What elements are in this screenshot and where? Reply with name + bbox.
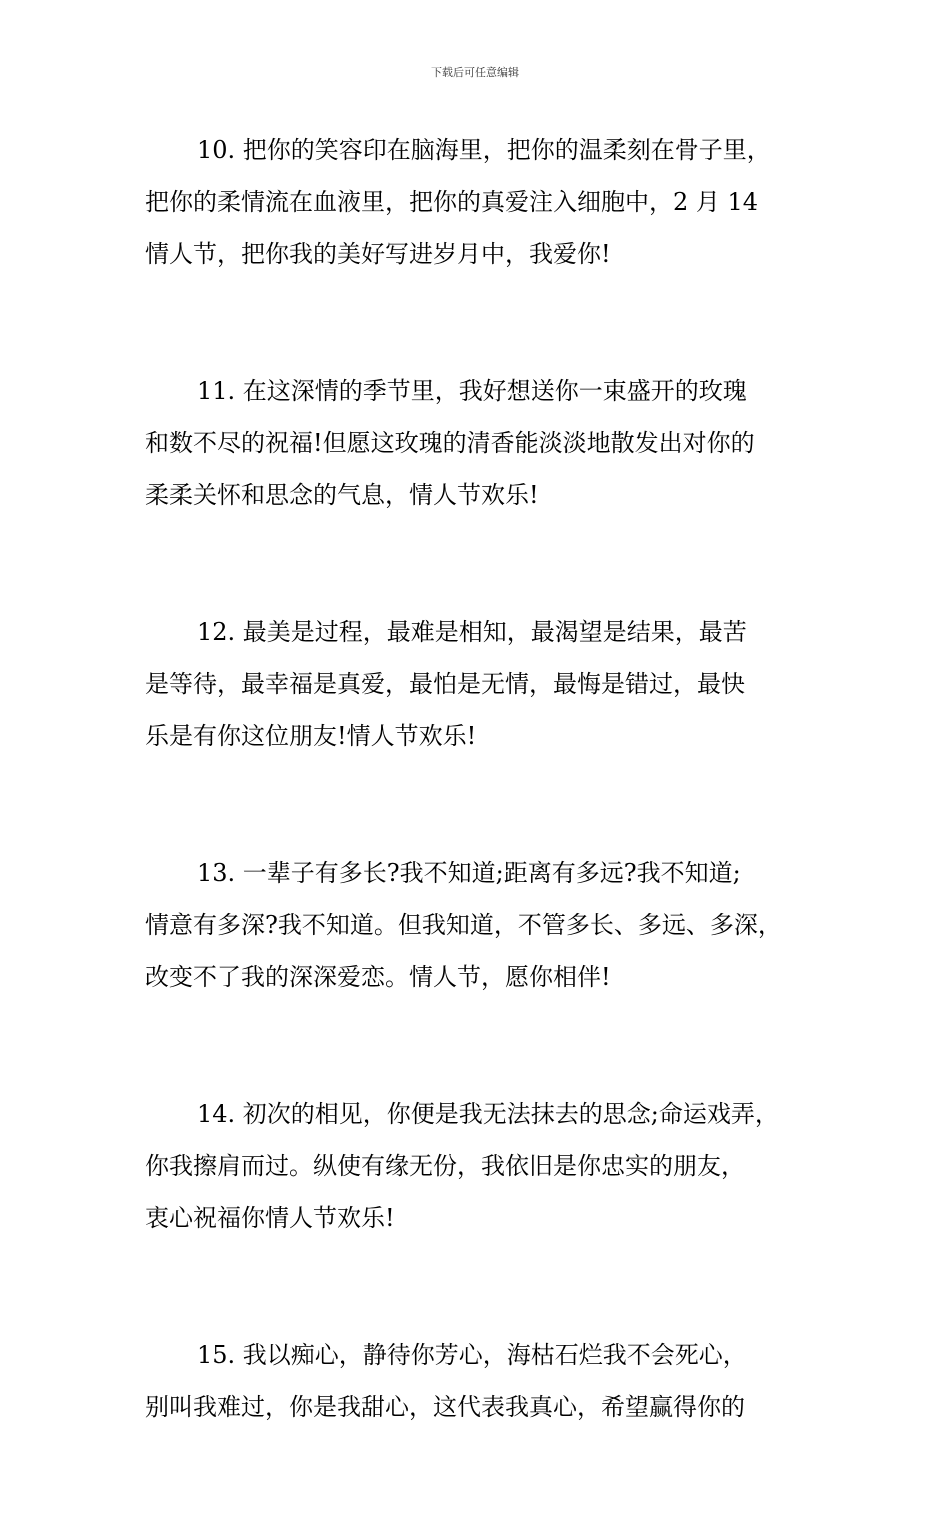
paragraph-line: 把你的柔情流在血液里，把你的真爱注入细胞中，2 月 14 [145, 188, 759, 216]
paragraph-line: 是等待，最幸福是真爱，最怕是无情，最悔是错过，最快 [145, 670, 745, 698]
document-body [145, 124, 835, 1518]
paragraph-14 [145, 1088, 835, 1244]
paragraph-line: 柔柔关怀和思念的气息，情人节欢乐! [145, 481, 539, 509]
paragraph-line: 你我擦肩而过。纵使有缘无份，我依旧是你忠实的朋友， [145, 1152, 745, 1180]
paragraph-line: 11. 在这深情的季节里，我好想送你一束盛开的玫瑰 [197, 377, 747, 405]
paragraph-line: 14. 初次的相见，你便是我无法抹去的思念;命运戏弄， [197, 1100, 779, 1128]
paragraph-13 [145, 847, 835, 1003]
paragraph-11 [145, 365, 835, 521]
paragraph-15 [145, 1329, 835, 1433]
page-header: 下载后可任意编辑 [431, 66, 519, 79]
paragraph-line: 改变不了我的深深爱恋。情人节，愿你相伴! [145, 963, 611, 991]
paragraph-line: 13. 一辈子有多长?我不知道;距离有多远?我不知道; [197, 859, 741, 887]
paragraph-line: 12. 最美是过程，最难是相知，最渴望是结果，最苦 [197, 618, 747, 646]
paragraph-line: 乐是有你这位朋友!情人节欢乐! [145, 722, 477, 750]
paragraph-line: 15. 我以痴心，静待你芳心，海枯石烂我不会死心， [197, 1341, 747, 1369]
paragraph-line: 别叫我难过，你是我甜心，这代表我真心，希望赢得你的 [145, 1393, 745, 1421]
paragraph-line: 和数不尽的祝福!但愿这玫瑰的清香能淡淡地散发出对你的 [145, 429, 755, 457]
paragraph-line: 10. 把你的笑容印在脑海里，把你的温柔刻在骨子里， [197, 136, 771, 164]
paragraph-line: 情意有多深?我不知道。但我知道，不管多长、多远、多深， [145, 911, 782, 939]
paragraph-12 [145, 606, 835, 762]
paragraph-10 [145, 124, 835, 280]
paragraph-line: 衷心祝福你情人节欢乐! [145, 1204, 395, 1232]
paragraph-line: 情人节，把你我的美好写进岁月中，我爱你! [145, 240, 611, 268]
